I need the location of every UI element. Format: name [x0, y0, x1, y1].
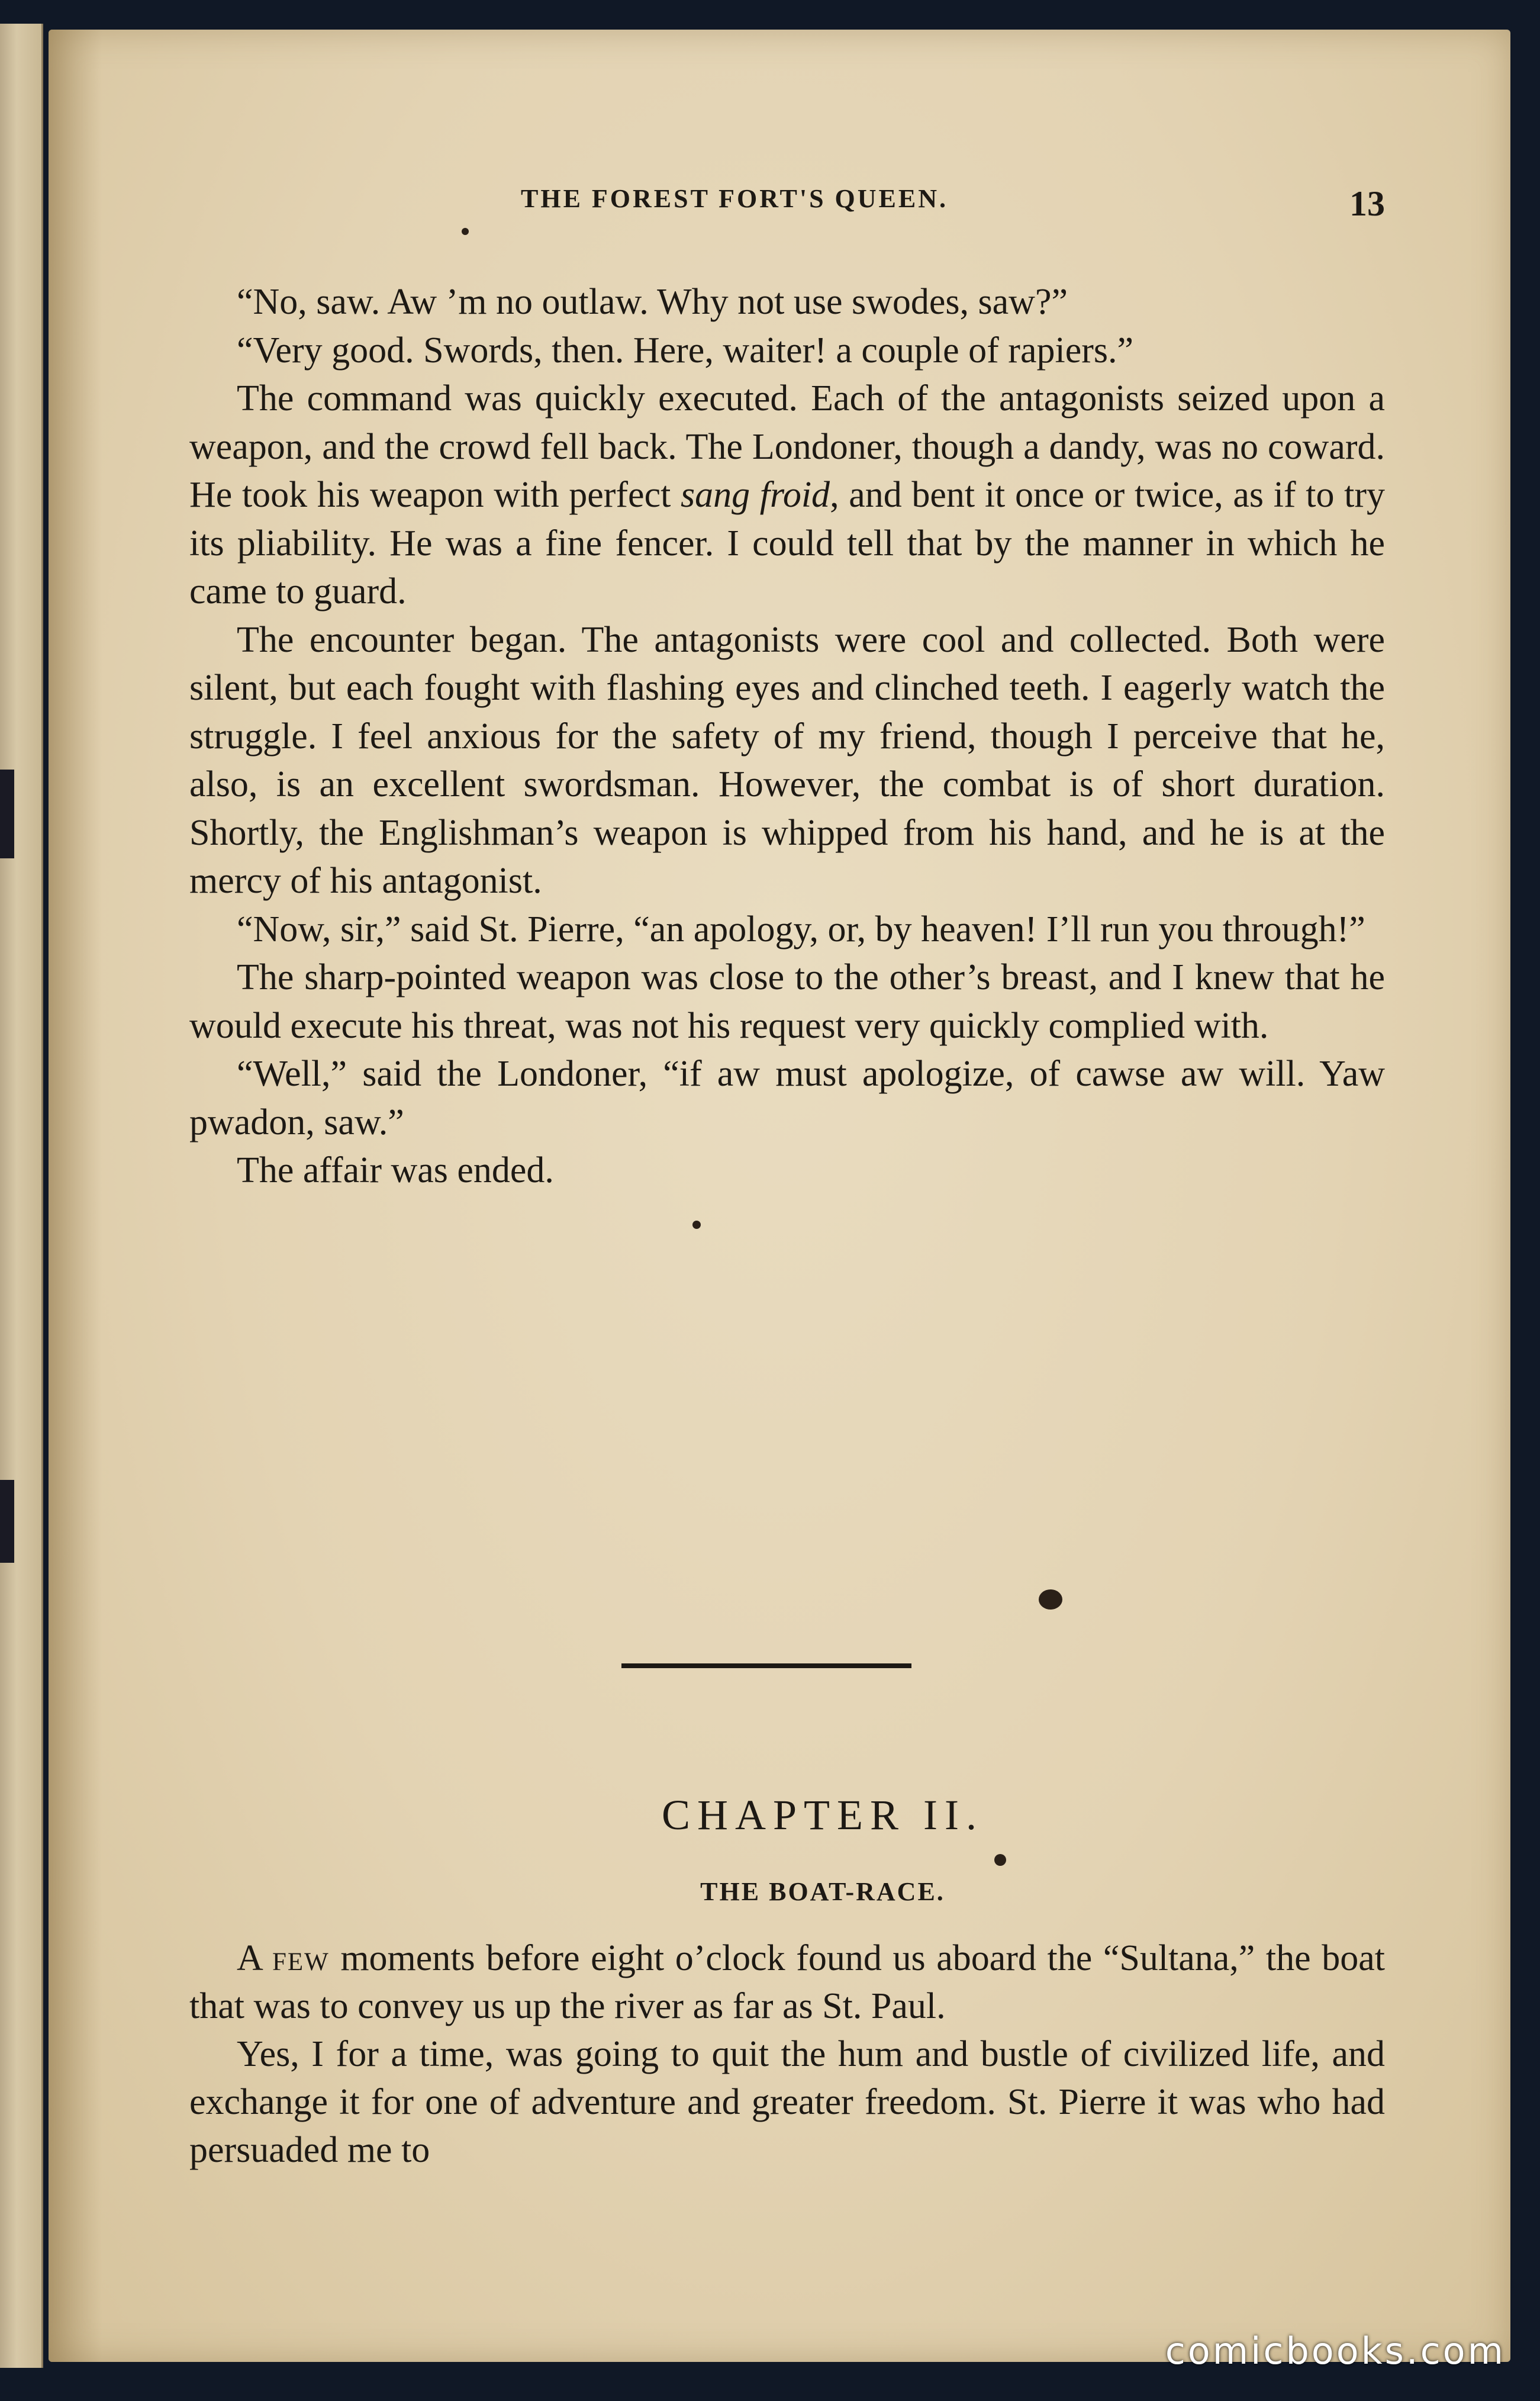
body-text — [189, 278, 1385, 1195]
ink-speck — [692, 1221, 701, 1229]
chapter-subtitle: THE BOAT-RACE. — [700, 1877, 945, 1906]
site-watermark: comicbooks.com — [1165, 2329, 1506, 2373]
paragraph: The affair was ended. — [237, 1150, 554, 1190]
page-gutter-shadow — [49, 30, 102, 2362]
paragraph: “Now, sir,” said St. Pierre, “an apology, or, by heaven! I’ll run you through!” — [237, 909, 1365, 950]
text-run: moments before eight o’clock found us aboard the “Sultana,” the boat that was to convey us up the river as far as St. Paul. — [189, 1938, 1385, 2026]
previous-page-edge — [0, 24, 43, 2368]
paragraph: “No, saw. Aw ’m no outlaw. Why not use swodes, saw?” — [237, 282, 1068, 322]
binding-thread-mark — [0, 1480, 14, 1563]
text-run: The command was quickly executed. Each of the antagonists seized upon a weapon, and the crowd fell back. The Londoner, though a dandy, was no coward. He took his weapon with perfect — [189, 378, 1385, 515]
paragraph: “Very good. Swords, then. Here, waiter! a couple of rapiers.” — [237, 330, 1134, 371]
ink-speck — [462, 228, 469, 235]
paragraph — [189, 375, 1385, 616]
chapter-text — [189, 1935, 1385, 2174]
chapter-heading: CHAPTER II. — [662, 1791, 984, 1839]
small-caps-word: few — [272, 1938, 330, 1978]
section-divider-rule — [621, 1663, 911, 1668]
italic-phrase: sang froid — [680, 475, 830, 515]
ink-speck — [1039, 1589, 1062, 1610]
paragraph: Yes, I for a time, was going to quit the hum and bustle of civilized life, and exchange it for one of adventure and greater freedom. St. Pierre it was who had persuaded me to — [189, 2034, 1385, 2170]
text-run: A — [237, 1938, 272, 1978]
page-number: 13 — [1349, 184, 1385, 223]
paragraph — [189, 1935, 1385, 2030]
paragraph: “Well,” said the Londoner, “if aw must apologize, of cawse aw will. Yaw pwadon, saw.” — [189, 1054, 1385, 1142]
paragraph: The sharp-pointed weapon was close to the other’s breast, and I knew that he would execute his threat, was not his request very quickly complied with. — [189, 957, 1385, 1046]
ink-speck — [994, 1854, 1006, 1866]
paragraph: The encounter began. The antagonists were cool and collected. Both were silent, but each fought with flashing eyes and clinched teeth. I eagerly watch the struggle. I feel anxious for the safety of my friend, though I perceive that he, also, is an excellent swordsman. However, the combat is of short duration. Shortly, the Englishman’s weapon is whipped from his hand, and he is at the mercy of his antagonist. — [189, 619, 1385, 901]
running-title: THE FOREST FORT'S QUEEN. — [521, 184, 949, 213]
binding-thread-mark — [0, 770, 14, 858]
text-run: , and bent it once or twice, as if to try its pliability. He was a fine fencer. I could tell that by the manner in which he came to guard. — [189, 475, 1386, 611]
